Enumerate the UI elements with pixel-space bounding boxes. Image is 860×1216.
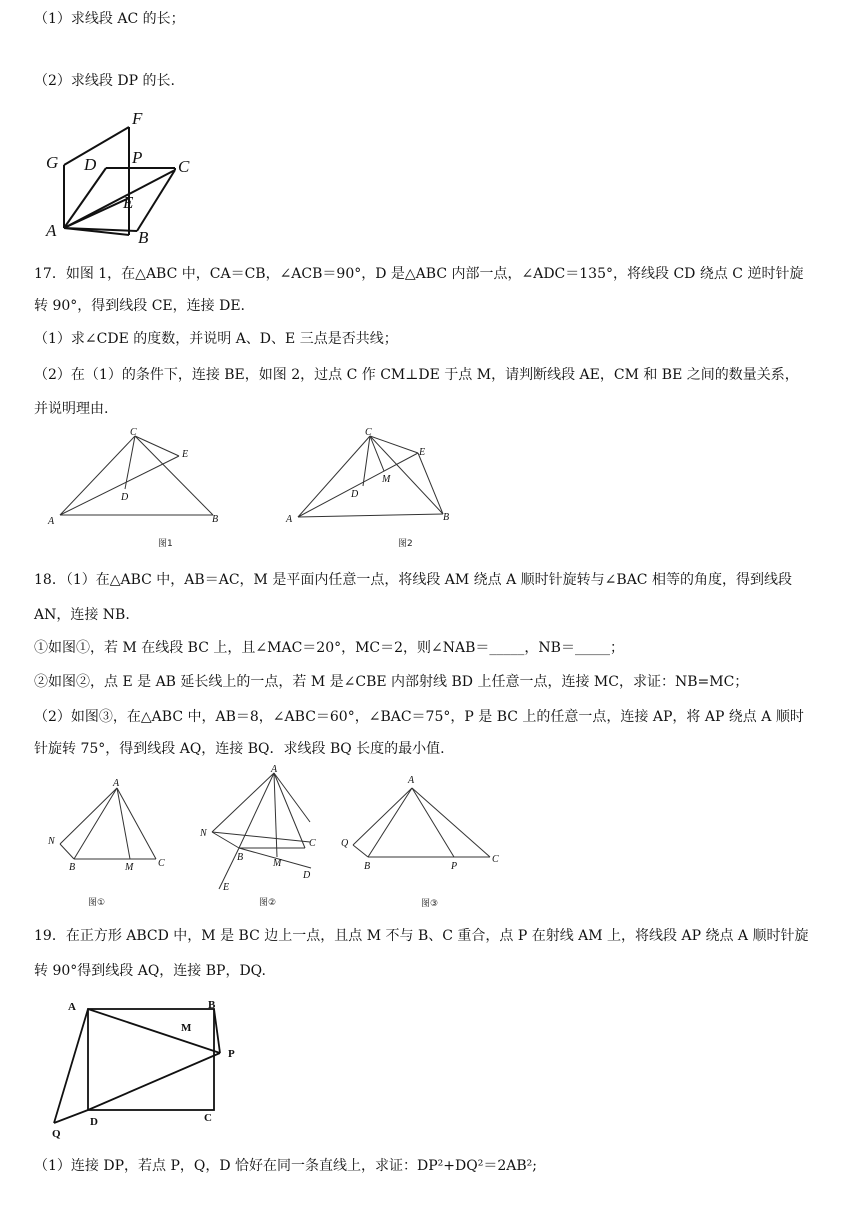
q19-figure: [40, 995, 270, 1145]
q16-label-e: E: [123, 193, 134, 212]
q18-fig2-label-d: D: [303, 870, 311, 881]
q17-line2: 转 90°，得到线段 CE，连接 DE.: [34, 298, 245, 314]
q17-fig1-label-e: E: [182, 449, 189, 460]
q18-figure-1: [40, 772, 190, 912]
q17-fig2-label-b: B: [443, 512, 450, 523]
q19-label-d: D: [90, 1116, 98, 1128]
q18-fig3-label-p: P: [451, 861, 458, 872]
q18-fig2-label-a: A: [271, 764, 278, 775]
q18-fig2-label-b: B: [237, 852, 244, 863]
q18-fig3-label-a: A: [408, 775, 415, 786]
q16-label-a: A: [46, 221, 57, 240]
q16-label-p: P: [132, 148, 143, 167]
q19-label-p: P: [228, 1048, 235, 1060]
q17-fig1-label-a: A: [48, 516, 55, 527]
q18-fig1-label-a: A: [113, 778, 120, 789]
q18-fig1-caption: 图①: [88, 898, 106, 908]
q19-label-m: M: [181, 1022, 192, 1034]
q18-fig2-label-e: E: [223, 882, 230, 893]
q19-label-a: A: [68, 1001, 76, 1013]
q18-fig2-label-c: C: [309, 838, 316, 849]
q17-part2a: （2）在（1）的条件下，连接 BE，如图 2，过点 C 作 CM⊥DE 于点 M，请判断线段 AE，CM 和 BE 之间的数量关系，: [34, 367, 799, 383]
q18-fig3-label-q: Q: [341, 838, 349, 849]
q17-fig1-label-b: B: [212, 514, 219, 525]
q19-line2: 转 90°得到线段 AQ，连接 BP，DQ.: [34, 963, 266, 979]
q17-fig2-label-e: E: [419, 447, 426, 458]
q17-part2b: 并说明理由.: [34, 401, 109, 417]
q19-label-b: B: [208, 999, 216, 1011]
q18-fig3-caption: 图③: [421, 899, 439, 909]
q17-fig2-caption: 图2: [398, 539, 413, 549]
q17-part1: （1）求∠CDE 的度数，并说明 A、D、E 三点是否共线；: [34, 331, 398, 347]
q17-fig2-label-a: A: [286, 514, 293, 525]
q18-fig1-label-b: B: [69, 862, 76, 873]
q16-figure: [40, 108, 210, 248]
q18-fig2-label-n: N: [200, 828, 207, 839]
q19-label-q: Q: [52, 1128, 61, 1140]
q18-fig3-label-b: B: [364, 861, 371, 872]
q16-part2: （2）求线段 DP 的长.: [34, 73, 175, 89]
q16-part1: （1）求线段 AC 的长；: [34, 11, 185, 27]
q19-label-c: C: [204, 1112, 212, 1124]
q17-line1: 17．如图 1，在△ABC 中，CA＝CB，∠ACB＝90°，D 是△ABC 内部一点，∠ADC＝135°，将线段 CD 绕点 C 逆时针旋: [34, 266, 804, 282]
q18-fig3-label-c: C: [492, 854, 499, 865]
q19-line1: 19．在正方形 ABCD 中，M 是 BC 边上一点，且点 M 不与 B、C 重合，点 P 在射线 AM 上，将线段 AP 绕点 A 顺时针旋: [34, 928, 809, 944]
q16-label-f: F: [132, 109, 143, 128]
q16-label-d: D: [84, 155, 97, 174]
q18-item2: ②如图②，点 E 是 AB 延长线上的一点，若 M 是∠CBE 内部射线 BD 上任意一点，连接 MC，求证：NB=MC；: [34, 674, 749, 690]
q16-label-c: C: [178, 157, 190, 176]
q19-part1: （1）连接 DP，若点 P，Q，D 恰好在同一条直线上，求证：DP²+DQ²＝2AB²;: [34, 1158, 537, 1174]
q18-item1: ①如图①，若 M 在线段 BC 上，且∠MAC＝20°，MC＝2，则∠NAB＝_____，NB＝_____；: [34, 640, 624, 656]
q17-figure-2: [280, 426, 480, 556]
q18-fig1-label-m: M: [125, 862, 134, 873]
q17-fig2-label-c: C: [365, 427, 372, 438]
q17-figure-1: [40, 426, 240, 556]
q18-line1: 18．（1）在△ABC 中，AB＝AC，M 是平面内任意一点，将线段 AM 绕点 A 顺时针旋转与∠BAC 相等的角度，得到线段: [34, 572, 792, 588]
q17-fig1-caption: 图1: [158, 539, 173, 549]
q18-part2a: （2）如图③，在△ABC 中，AB＝8，∠ABC＝60°，∠BAC＝75°，P 是 BC 上的任意一点，连接 AP，将 AP 绕点 A 顺时: [34, 709, 804, 725]
q18-fig2-caption: 图②: [259, 898, 277, 908]
q17-fig2-label-m: M: [382, 474, 391, 485]
q16-label-b: B: [138, 228, 149, 247]
q17-fig2-label-d: D: [351, 489, 359, 500]
q18-fig1-label-c: C: [158, 858, 165, 869]
q18-figure-3: [335, 768, 515, 912]
q18-fig2-label-m: M: [273, 858, 282, 869]
q17-fig1-label-c: C: [130, 427, 137, 438]
q18-fig1-label-n: N: [48, 836, 55, 847]
q18-part2b: 针旋转 75°，得到线段 AQ，连接 BQ．求线段 BQ 长度的最小值.: [34, 741, 445, 757]
q18-line2: AN，连接 NB.: [34, 607, 130, 623]
q17-fig1-label-d: D: [121, 492, 129, 503]
q18-figure-2: [195, 762, 335, 912]
q16-label-g: G: [46, 153, 59, 172]
